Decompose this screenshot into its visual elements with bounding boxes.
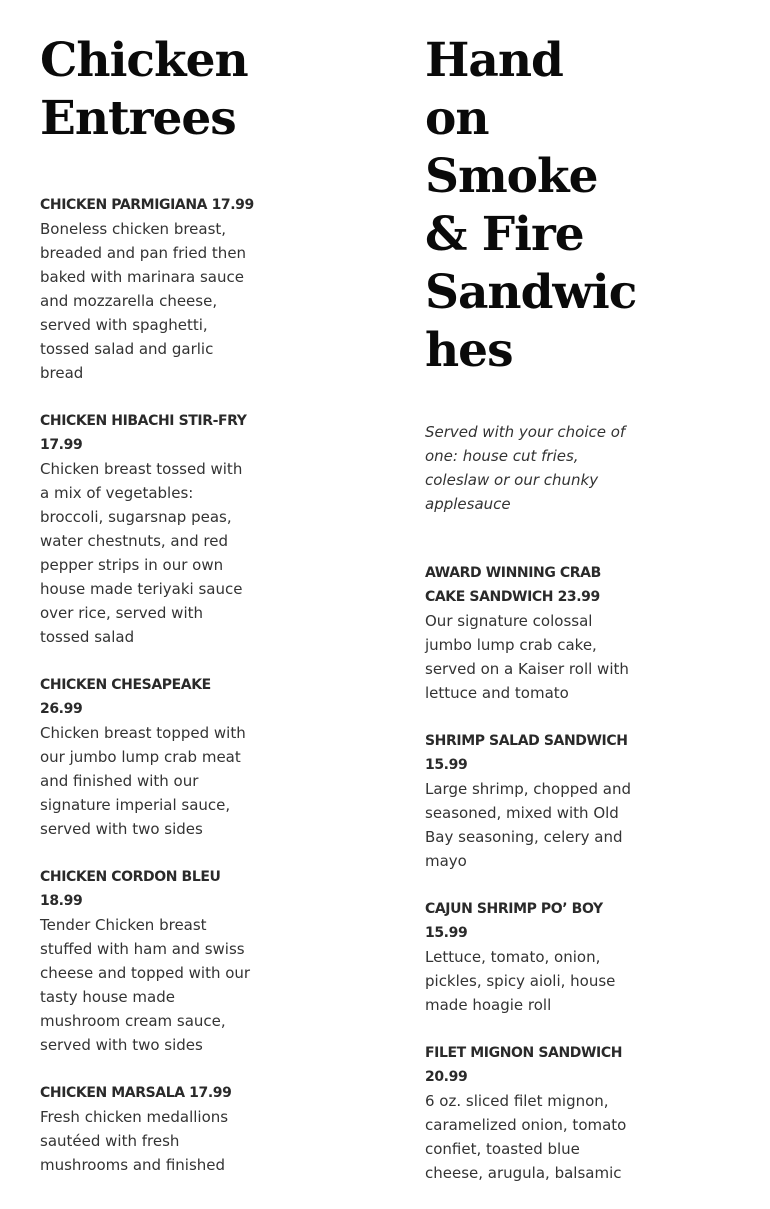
menu-item-description: Chicken breast tossed with a mix of vegetables: broccoli, sugarsnap peas, water chestnuts, and red pepper strips in our own house made teriyaki sauce over rice, served with tossed salad: [40, 460, 243, 646]
section-title: Hand on Smoke & Fire Sandwiches: [425, 33, 637, 378]
menu-item-description: Tender Chicken breast stuffed with ham and swiss cheese and topped with our tasty house made mushroom cream sauce, served with two sides: [40, 916, 251, 1054]
menu-item-name: CHICKEN CHESAPEAKE 26.99: [40, 677, 211, 717]
menu-item: [40, 673, 255, 841]
menu-item: [40, 1081, 255, 1177]
menu-item-description: Lettuce, tomato, onion, pickles, spicy aioli, house made hoagie roll: [425, 948, 616, 1014]
menu-item: [40, 193, 255, 385]
menu-item: [425, 1041, 640, 1185]
menu-item: [425, 729, 640, 873]
menu-item-name: CHICKEN PARMIGIANA 17.99: [40, 197, 254, 213]
menu-item-name: CHICKEN MARSALA 17.99: [40, 1085, 232, 1101]
menu-item-description: Our signature colossal jumbo lump crab cake, served on a Kaiser roll with lettuce and tomato: [425, 612, 629, 702]
section-title: Chicken Entrees: [40, 33, 248, 146]
menu-item-name: FILET MIGNON SANDWICH 20.99: [425, 1045, 623, 1085]
menu-item: [40, 865, 255, 1057]
menu-item-name: SHRIMP SALAD SANDWICH 15.99: [425, 733, 628, 773]
menu-item-name: AWARD WINNING CRAB CAKE SANDWICH 23.99: [425, 565, 601, 605]
menu-item-description: Large shrimp, chopped and seasoned, mixed with Old Bay seasoning, celery and mayo: [425, 780, 632, 870]
menu-item-description: 6 oz. sliced filet mignon, caramelized onion, tomato confiet, toasted blue cheese, arugula, balsamic: [425, 1092, 627, 1182]
menu-item-name: CHICKEN CORDON BLEU 18.99: [40, 869, 221, 909]
menu-item-name: CAJUN SHRIMP PO’ BOY 15.99: [425, 901, 603, 941]
menu-item-description: Chicken breast topped with our jumbo lump crab meat and finished with our signature imperial sauce, served with two sides: [40, 724, 246, 838]
menu-item: [40, 409, 255, 649]
chicken-entrees-section: [40, 32, 255, 1201]
menu-item-name: CHICKEN HIBACHI STIR-FRY 17.99: [40, 413, 247, 453]
section-intro: Served with your choice of one: house cut fries, coleslaw or our chunky applesauce: [425, 423, 626, 513]
menu-item: [425, 561, 640, 705]
menu-item-description: Fresh chicken medallions sautéed with fresh mushrooms and finished: [40, 1108, 229, 1174]
sandwiches-section: [425, 32, 640, 1209]
menu-item-description: Boneless chicken breast, breaded and pan fried then baked with marinara sauce and mozzarella cheese, served with spaghetti, tossed salad and garlic bread: [40, 220, 247, 382]
menu-item: [425, 897, 640, 1017]
